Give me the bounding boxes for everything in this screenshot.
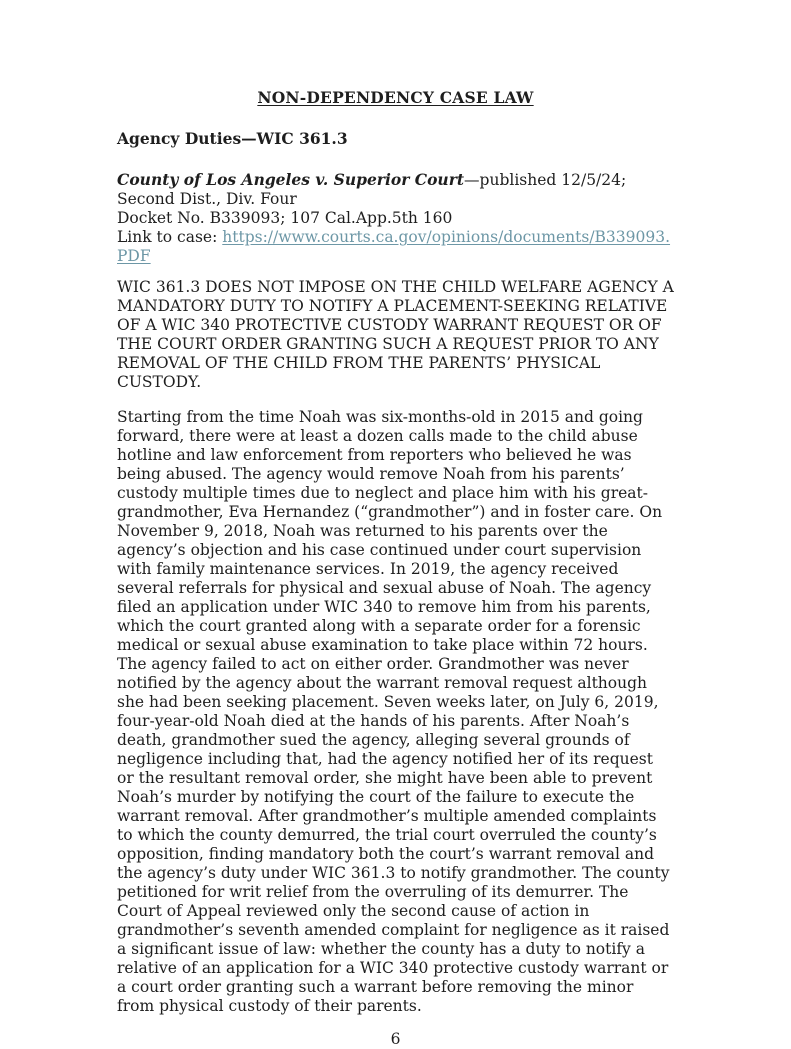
case-citation-line — [117, 170, 674, 209]
case-link[interactable]: https://www.courts.ca.gov/opinions/documents/B339093.PDF — [117, 228, 671, 265]
summary-paragraph: Starting from the time Noah was six-months-old in 2015 and going forward, there were at least a dozen calls made to the child abuse hotline and law enforcement from reporters who believed he was being abused. The agency would remove Noah from his parents’ custody multiple times due to neglect and place him with his great-grandmother, Eva Hernandez (“grandmother”) and in foster care. On November 9, 2018, Noah was returned to his parents over the agency’s objection and his case continued under court supervision with family maintenance services. In 2019, the agency received several referrals for physical and sexual abuse of Noah. The agency filed an application under WIC 340 to remove him from his parents, which the court granted along with a separate order for a forensic medical or sexual abuse examination to take place within 72 hours. The agency failed to act on either order. Grandmother was never notified by the agency about the warrant removal request although she had been seeking placement. Seven weeks later, on July 6, 2019, four-year-old Noah died at the hands of his parents. After Noah’s death, grandmother sued the agency, alleging several grounds of negligence including that, had the agency notified her of its request or the resultant removal order, she might have been able to prevent Noah’s murder by notifying the court of the failure to execute the warrant removal. After grandmother’s multiple amended complaints to which the county demurred, the trial court overruled the county’s opposition, finding mandatory both the court’s warrant removal and the agency’s duty under WIC 361.3 to notify grandmother. The county petitioned for writ relief from the overruling of its demurrer. The Court of Appeal reviewed only the second cause of action in grandmother’s seventh amended complaint for negligence as it raised a significant issue of law: whether the county has a duty to notify a relative of an application for a WIC 340 protective custody warrant or a court order granting such a warrant before removing the minor from physical custody of their parents. — [117, 408, 670, 1015]
holding-paragraph: WIC 361.3 DOES NOT IMPOSE ON THE CHILD WELFARE AGENCY A MANDATORY DUTY TO NOTIFY A PLACEMENT-SEEKING RELATIVE OF A WIC 340 PROTECTIVE CUSTODY WARRANT REQUEST OR OF THE COURT ORDER GRANTING SUCH A REQUEST PRIOR TO ANY REMOVAL OF THE CHILD FROM THE PARENTS’ PHYSICAL CUSTODY. — [117, 278, 674, 391]
link-line — [117, 228, 674, 266]
docket-line: Docket No. B339093; 107 Cal.App.5th 160 — [117, 209, 453, 227]
document-title — [117, 88, 674, 107]
case-name: County of Los Angeles v. Superior Court — [117, 170, 465, 189]
document-title-text: NON-DEPENDENCY CASE LAW — [257, 88, 534, 107]
case-pub-info: —published 12/5/24; Second Dist., Div. Four — [117, 171, 627, 208]
link-label: Link to case: — [117, 228, 223, 246]
section-heading: Agency Duties—WIC 361.3 — [117, 129, 348, 148]
page-number: 6 — [390, 1030, 401, 1048]
